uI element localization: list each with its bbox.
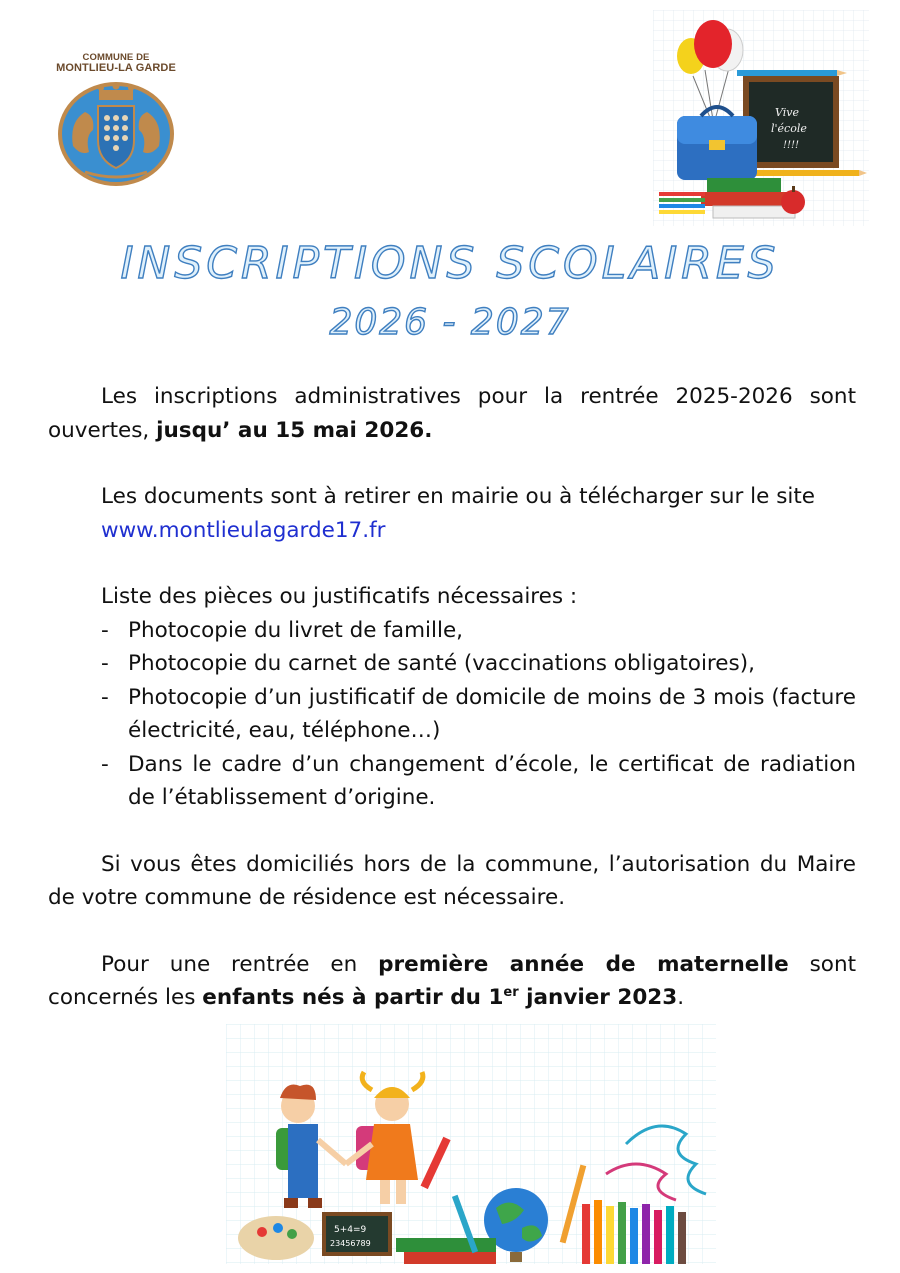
list-dash: - bbox=[101, 684, 109, 710]
required-documents-list bbox=[48, 614, 856, 815]
school-supplies-illustration bbox=[653, 10, 869, 226]
coat-of-arms-icon bbox=[55, 76, 177, 188]
list-item bbox=[48, 681, 856, 748]
slate-line-2: 23456789 bbox=[330, 1239, 371, 1248]
slate-line-1: 5+4=9 bbox=[334, 1225, 367, 1235]
paragraph-maternelle bbox=[48, 948, 856, 1015]
maternelle-bold-2 bbox=[202, 985, 677, 1010]
board-text-vive: Vive bbox=[775, 106, 799, 119]
birthdate-text-start: enfants nés à partir du 1 bbox=[202, 985, 504, 1010]
website-link[interactable]: www.montlieulagarde17.fr bbox=[101, 517, 386, 543]
list-item-text: Dans le cadre d’un changement d’école, le certificat de radiation de l’établissement d’origine. bbox=[128, 751, 856, 810]
list-item bbox=[48, 614, 856, 648]
paragraph-documents: Les documents sont à retirer en mairie ou à télécharger sur le site bbox=[101, 484, 816, 509]
paragraph-registrations bbox=[48, 380, 856, 447]
list-item-text: Photocopie du carnet de santé (vaccinations obligatoires), bbox=[128, 651, 755, 676]
main-content bbox=[48, 380, 856, 1015]
birthdate-text-end: janvier 2023 bbox=[518, 985, 678, 1010]
deadline-text: jusqu’ au 15 mai 2026. bbox=[156, 417, 433, 443]
list-item-text: Photocopie du livret de famille, bbox=[128, 617, 464, 643]
children-school-illustration bbox=[226, 1024, 716, 1264]
list-item bbox=[48, 647, 856, 681]
board-text-ecole: l'école bbox=[771, 122, 807, 135]
paragraph-outside-residents: Si vous êtes domiciliés hors de la commune, l’autorisation du Maire de votre commune de résidence est nécessaire. bbox=[48, 851, 856, 910]
list-dash: - bbox=[101, 751, 109, 777]
maternelle-end: . bbox=[677, 985, 685, 1010]
list-intro: Liste des pièces ou justificatifs nécessaires : bbox=[101, 584, 578, 609]
logo-line-1: COMMUNE DE bbox=[82, 52, 150, 63]
page-title: INSCRIPTIONS SCOLAIRES bbox=[120, 238, 780, 289]
list-dash: - bbox=[101, 617, 109, 643]
maternelle-text-1: Pour une rentrée en bbox=[101, 951, 379, 977]
commune-logo bbox=[52, 52, 180, 192]
ordinal-superscript: er bbox=[503, 984, 519, 1000]
maternelle-bold-1: première année de maternelle bbox=[378, 951, 789, 977]
paragraph-registrations-text: Les inscriptions administratives pour la rentrée 2025-2026 sont ouvertes, bbox=[48, 384, 856, 443]
school-year-title: 2026 - 2027 bbox=[329, 302, 571, 343]
list-item bbox=[48, 748, 856, 815]
list-item-text: Photocopie d’un justificatif de domicile de moins de 3 mois (facture électricité, eau, téléphone…) bbox=[128, 684, 856, 743]
maternelle-text-2: sont concernés les bbox=[48, 951, 856, 1010]
logo-line-2: MONTLIEU-LA GARDE bbox=[56, 62, 176, 74]
list-dash: - bbox=[101, 651, 109, 676]
board-text-exclam: !!!! bbox=[783, 140, 800, 151]
